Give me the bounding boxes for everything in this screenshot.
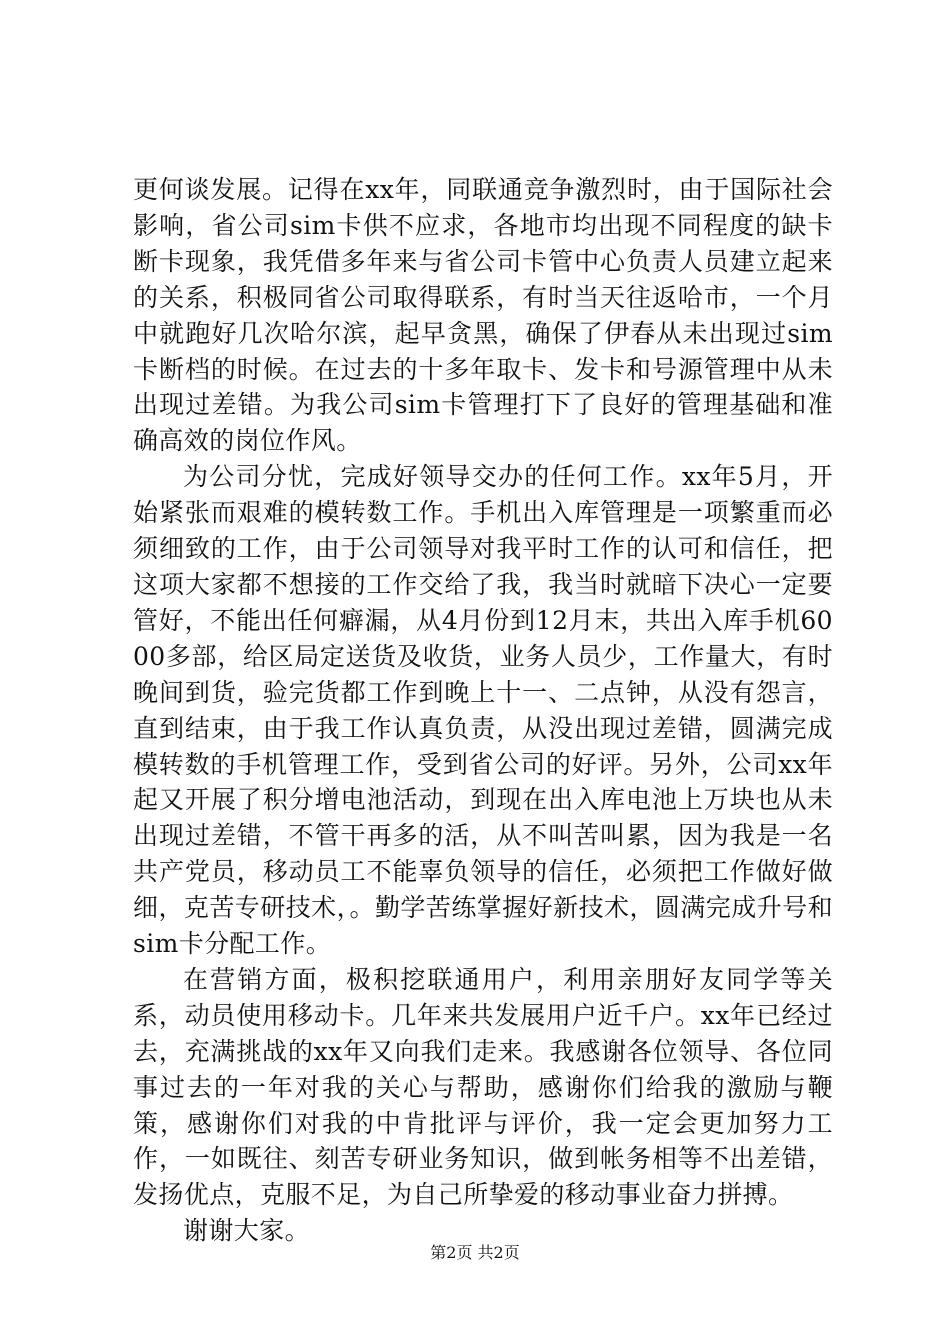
page-number-footer: 第2页 共2页 [430,1243,520,1262]
paragraph-1: 更何谈发展。记得在xx年，同联通竞争激烈时，由于国际社会影响，省公司sim卡供不应求，各地市均出现不同程度的缺卡断卡现象，我凭借多年来与省公司卡管中心负责人员建立起来的关系，积极同省公司取得联系，有时当天往返哈市，一个月中就跑好几次哈尔滨，起早贪黑，确保了伊春从未出现过sim卡断档的时候。在过去的十多年取卡、发卡和号源管理中从未出现过差错。为我公司sim卡管理打下了良好的管理基础和准确高效的岗位作风。 [133,175,833,456]
document-body [133,172,833,1249]
paragraph-4: 谢谢大家。 [183,1216,311,1246]
paragraph-2: 为公司分忧，完成好领导交办的任何工作。xx年5月，开始紧张而艰难的模转数工作。手机出入库管理是一项繁重而必须细致的工作，由于公司领导对我平时工作的认可和信任，把这项大家都不想接的工作交给了我，我当时就暗下决心一定要管好，不能出任何癖漏，从4月份到12月末，共出入库手机6000多部，给区局定送货及收货，业务人员少，工作量大，有时晚间到货，验完货都工作到晚上十一、二点钟，从没有怨言，直到结束，由于我工作认真负责，从没出现过差错，圆满完成模转数的手机管理工作，受到省公司的好评。另外，公司xx年起又开展了积分增电池活动，到现在出入库电池上万块也从未出现过差错，不管干再多的活，从不叫苦叫累，因为我是一名共产党员，移动员工不能辜负领导的信任，必须把工作做好做细，克苦专研技术，。勤学苦练掌握好新技术，圆满完成升号和sim卡分配工作。 [133,462,833,959]
paragraph-3: 在营销方面，极积挖联通用户，利用亲朋好友同学等关系，动员使用移动卡。几年来共发展用户近千户。xx年已经过去，充满挑战的xx年又向我们走来。我感谢各位领导、各位同事过去的一年对我的关心与帮助，感谢你们给我的激励与鞭策，感谢你们对我的中肯批评与评价，我一定会更加努力工作，一如既往、刻苦专研业务知识，做到帐务相等不出差错，发扬优点，克服不足，为自己所挚爱的移动事业奋力拼搏。 [133,964,833,1210]
